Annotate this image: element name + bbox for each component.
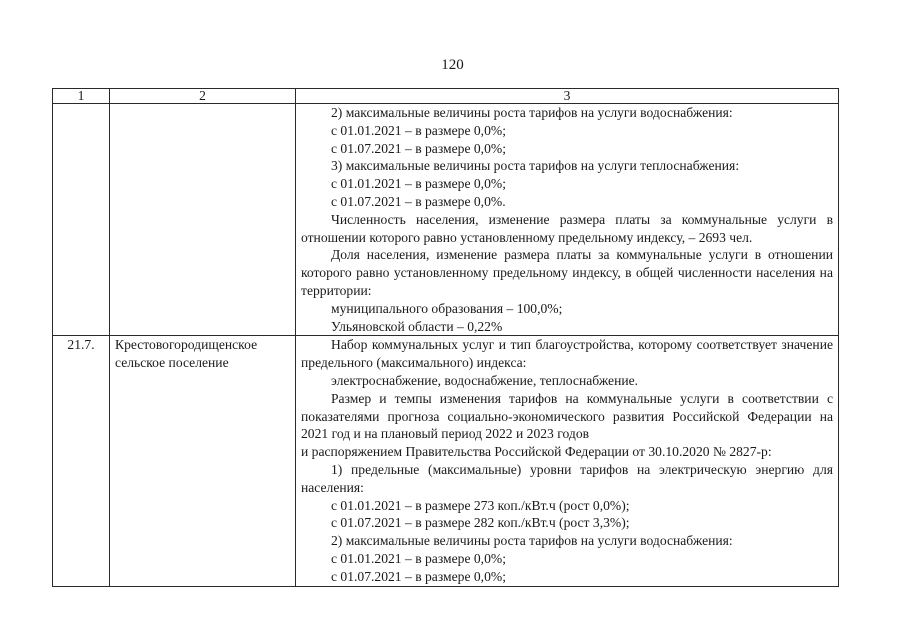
column-header-2: 2 [110,89,296,104]
water-tariff-jul: с 01.07.2021 – в размере 0,0%; [331,568,506,584]
row-number-cell: 21.7. [53,336,110,586]
table-row [53,336,839,586]
tariffs-intro-tail: и распоряжением Правительства Российской Федерации от 30.10.2020 № 2827-р: [301,444,772,460]
heat-tariff-jan: с 01.01.2021 – в размере 0,0%; [331,176,506,192]
heat-tariff-heading: 3) максимальные величины роста тарифов на услуги теплоснабжения: [331,158,740,174]
share-municipal: муниципального образования – 100,0%; [331,300,563,316]
share-region: Ульяновской области – 0,22% [331,318,503,334]
page-number: 120 [441,57,464,73]
utilities-list: электроснабжение, водоснабжение, теплоснабжение. [331,372,639,388]
population-share-paragraph: Доля населения, изменение размера платы за коммунальные услуги в отношении которого равно установленному предельному индексу, в общей численности населения на территории: [301,247,833,298]
water-tariff-jan: с 01.01.2021 – в размере 0,0%; [331,122,506,138]
water-tariff-heading: 2) максимальные величины роста тарифов на услуги водоснабжения: [331,533,733,549]
row-name-cell: Крестовогородищенское сельское поселение [110,336,296,586]
water-tariff-jul: с 01.07.2021 – в размере 0,0%; [331,140,506,156]
heat-tariff-jul: с 01.07.2021 – в размере 0,0%. [331,193,506,209]
row-name-cell [110,104,296,336]
table-row [53,104,839,336]
electric-tariff-jul: с 01.07.2021 – в размере 282 коп./кВт.ч (рост 3,3%); [331,515,630,531]
population-count-paragraph: Численность населения, изменение размера платы за коммунальные услуги в отношении которого равно установленному предельному индексу, – 2693 чел. [301,211,833,245]
column-header-3: 3 [296,89,839,104]
tariffs-intro-paragraph: Размер и темпы изменения тарифов на коммунальные услуги в соответствии с показателями прогноза социально-экономического развития Российской Федерации на 2021 год и на плановый период 2022 и 2023 годов [301,390,833,442]
tariff-table [52,88,839,587]
water-tariff-jan: с 01.01.2021 – в размере 0,0%; [331,550,506,566]
table-header-row [53,89,839,104]
row-content-cell [296,336,839,586]
electric-tariff-heading: 1) предельные (максимальные) уровни тарифов на электрическую энергию для населения: [301,461,833,495]
water-tariff-heading: 2) максимальные величины роста тарифов на услуги водоснабжения: [331,105,733,120]
electric-tariff-jan: с 01.01.2021 – в размере 273 коп./кВт.ч (рост 0,0%); [331,497,630,513]
column-header-1: 1 [53,89,110,104]
utilities-intro-paragraph: Набор коммунальных услуг и тип благоустройства, которому соответствует значение предельного (максимального) индекса: [301,337,833,371]
row-content-cell [296,104,839,336]
row-number-cell [53,104,110,336]
